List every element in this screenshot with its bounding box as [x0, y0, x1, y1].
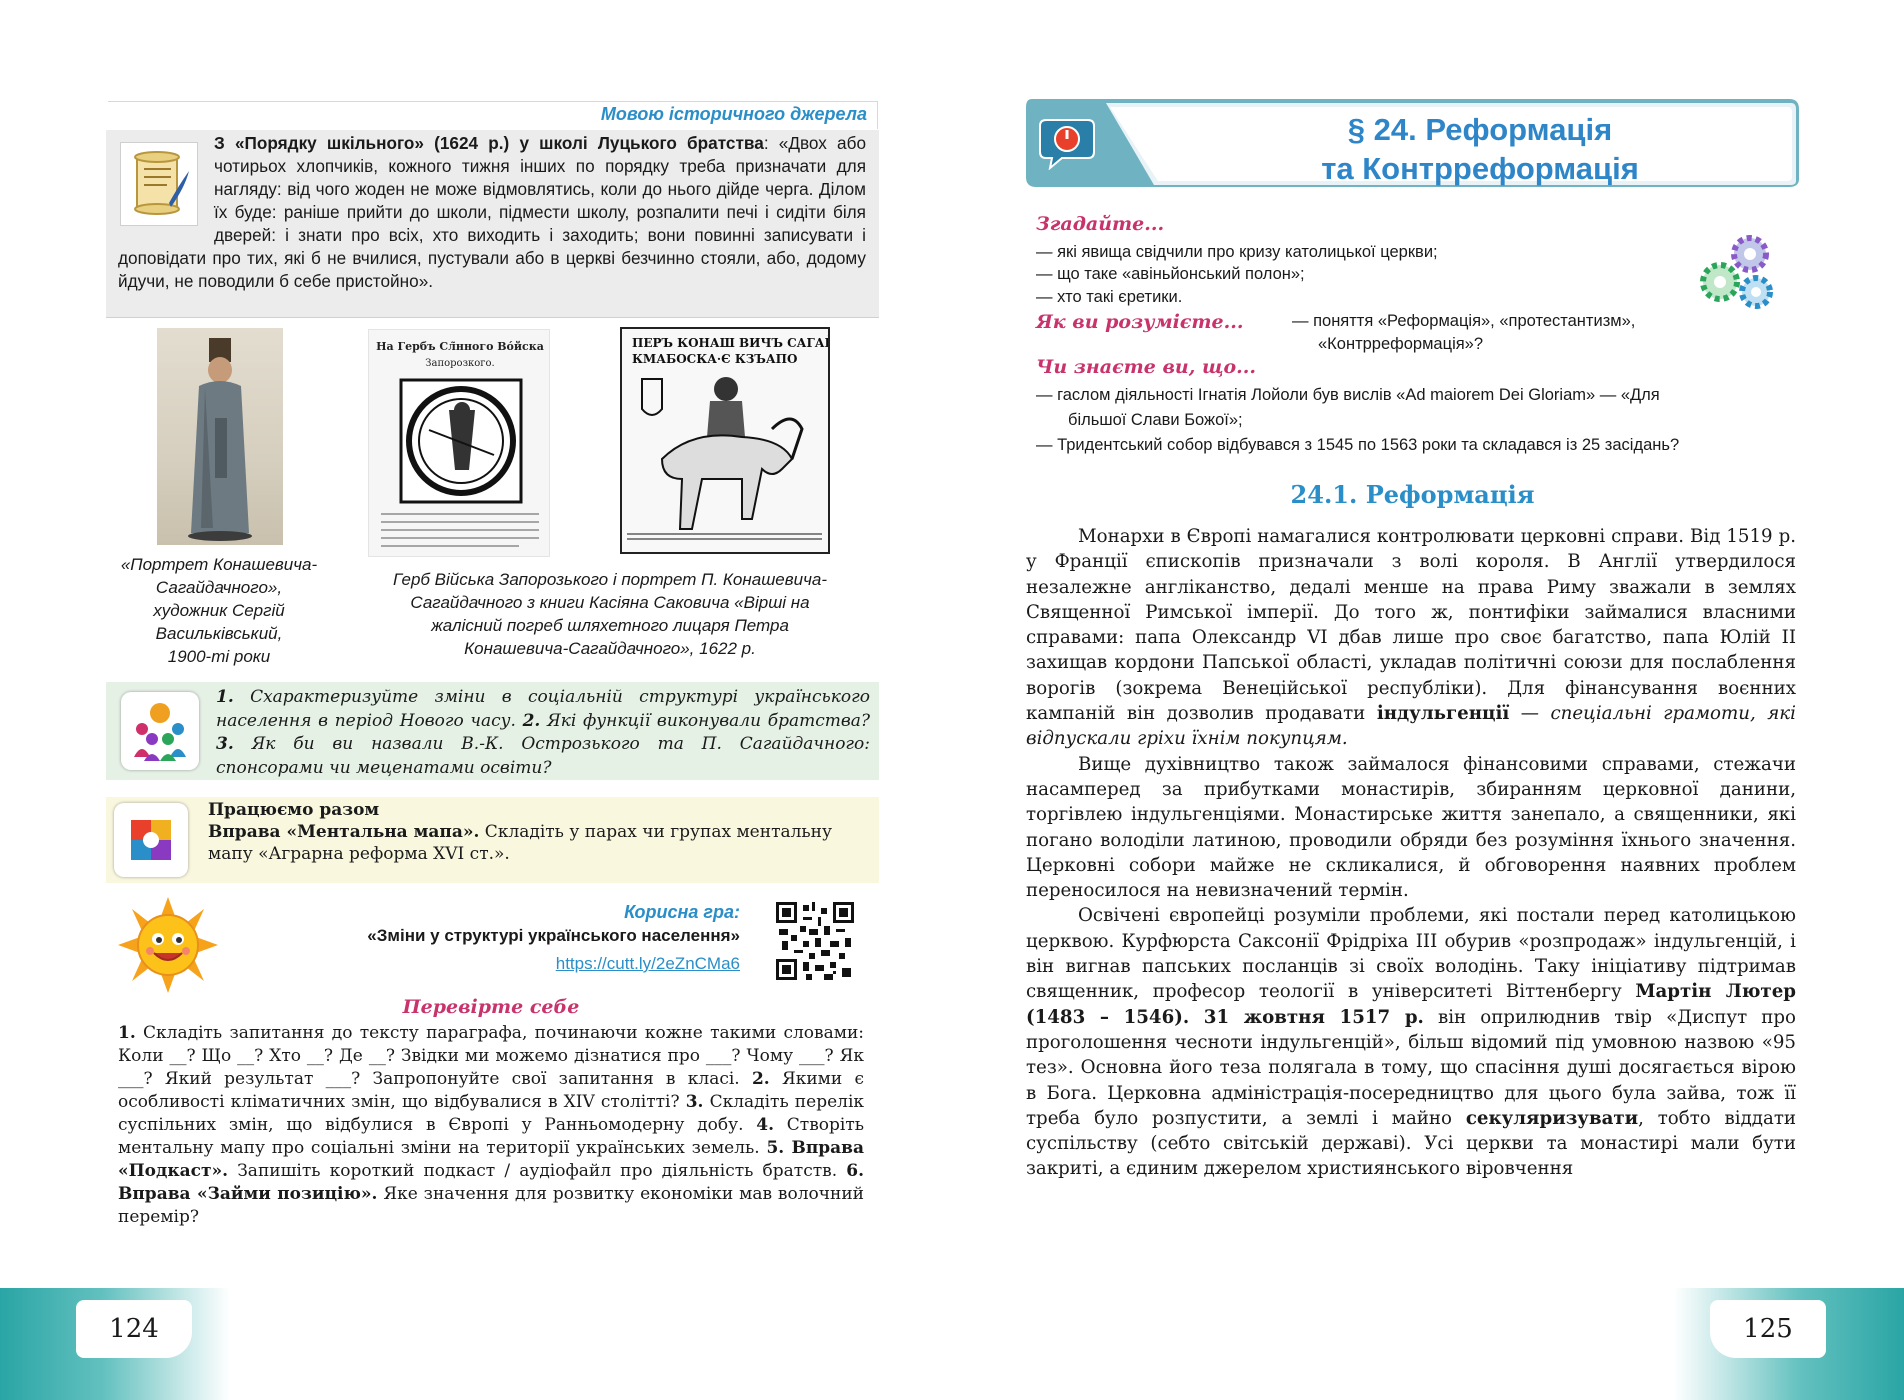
work-together-box [106, 797, 879, 883]
page-number-right: 125 [1710, 1300, 1826, 1358]
term-indulgences: індульгенції [1376, 703, 1510, 725]
section-title: 24.1. Реформація [1290, 480, 1535, 509]
did-you-know-item: більшої Слави Божої»; [1068, 411, 1243, 429]
work-together-title: Працюємо разом [208, 800, 380, 820]
work-together-text: Працюємо разом Вправа «Ментальна мапа». Складіть у парах чи групах ментальну мапу «Аграрна реформа XVI ст.». [208, 800, 832, 864]
chapter-title: § 24. Реформація та Контрреформація [1321, 112, 1639, 186]
portrait-image [157, 328, 283, 545]
check-yourself-text: 1. Складіть запитання до тексту параграфа, починаючи кожне такими словами: Коли __? Що __? Хто __? Де __? Звідки ми можемо дізнатися про ___? Чому ___? Як ___? Який результат ___? Запропонуйте свої запитання в класі. 2. Якими є особливості кліматичних змін, що відбувалися в XIV столітті? 3. Складіть перелік суспільних змін, що відбулися в Європі у Ранньомодерну добу. 4. Створіть ментальну мапу про соціальні зміни на території українських земель. 5. Вправа «Подкаст». Запишіть короткий подкаст / аудіофайл про діяльність братств. 6. Вправа «Займи позицію». Яке значення для розвитку економіки мав волочний перемір? [118, 1023, 864, 1227]
paragraph: Освічені європейці розуміли проблеми, які постали перед католицькою церквою. Курфюрста Саксонії Фрідріха III обурив «розпродаж» індульгенцій, і він вигнав папських посланців зі своїх володінь. Таку ініціативу підтримав священник, професор теології в університеті Віттенбергу Мартін Лютер (1483 – 1546). 31 жовтня 1517 р. він оприлюднив твір «Диспут про проголошення чесноти індульгенцій», більш відомий під умовною назвою «95 тез». Основна його теза полягала в тому, що спасіння душі досягається вірою в Бога. Церковна адміністрація-посередництво для цього була зайва, тож її треба було розпустити, а землі і майно секуляризувати, тобто віддати суспільству (себто світській державі). Усі церкви та монастирі мали бути закриті, а єдиним джерелом християнського віровчення [1026, 905, 1797, 1180]
questions-box [106, 682, 879, 780]
recall-heading: Згадайте... [1036, 213, 1165, 235]
hands-puzzle-icon [114, 803, 188, 877]
coat-of-arms-engraving [368, 329, 550, 557]
section-body [1026, 524, 1796, 1182]
svg-text:На Гербъ Сл̃нного Во́йска: На Гербъ Сл̃нного Во́йска [376, 340, 544, 353]
source-title: З «Порядку шкільного» (1624 р.) у школі Луцького братства [214, 133, 764, 153]
sun-mascot-icon [118, 897, 218, 993]
svg-text:КМАБОСКА·Є КЗЪАПО: КМАБОСКА·Є КЗЪАПО [632, 352, 798, 366]
rider-engraving [620, 327, 830, 554]
recall-item: — які явища свідчили про кризу католицької церкви; [1036, 243, 1438, 261]
paragraph: Монархи в Європі намагалися контролювати церковні справи. Від 1519 р. у Франції єпископів призначали з волі короля. В Англії утвердилося незалежне англіканство, дедалі менше на права Риму зважали в землях Священної Римської імперії. До того ж, понтифіки займалися власними справами: папа Олександр VI дбав лише про своє багатство, папа Юлій II захищав кордони Папської області, укладав політичні союзи для послаблення ворогів (зокрема Венеційської республіки). Для фінансування воєнних кампаній він дозволив продавати індульгенції — спеціальні грамоти, які відпускали гріхи їхнім покупцям. [1026, 526, 1796, 750]
mental-map-label: Вправа «Ментальна мапа». [208, 822, 480, 842]
historical-source-box [106, 130, 879, 318]
coat-of-arms-caption: Герб Війська Запорозького і портрет П. Конашевича- Сагайдачного з книги Касіяна Саковича «Вірші на жалісний погреб шляхетного лицаря Петра Конашевича-Сагайдачного», 1622 р. [392, 570, 828, 658]
did-you-know-heading: Чи знаєте ви, що... [1036, 356, 1257, 378]
useful-game-link[interactable]: https://cutt.ly/2eZnCMa6 [555, 954, 740, 973]
source-text [118, 132, 866, 293]
portrait-caption: «Портрет Конашевича- Сагайдачного», художник Сергій Васильківський, 1900-ті роки [120, 555, 318, 666]
source-header-label: Мовою історичного джерела [600, 104, 867, 124]
source-header [108, 101, 878, 129]
understand-line: «Контрреформація»? [1318, 335, 1484, 353]
gears-icon [1698, 232, 1782, 316]
group-people-icon [121, 692, 199, 770]
useful-game-label: Корисна гра: [624, 902, 740, 922]
recall-item: — що таке «авіньйонський полон»; [1036, 265, 1305, 283]
chapter-icon [1036, 114, 1098, 170]
understand-heading: Як ви розумієте... [1036, 311, 1244, 333]
useful-game-title: «Зміни у структурі українського населення» [367, 926, 740, 945]
svg-text:Запорозкого.: Запорозкого. [425, 358, 495, 369]
check-yourself-heading: Перевірте себе [402, 996, 580, 1018]
qr-code[interactable] [776, 902, 854, 980]
understand-line: — поняття «Реформація», «протестантизм», [1292, 312, 1636, 330]
did-you-know-item: — Тридентський собор відбувався з 1545 по 1563 роки та складався із 25 засідань? [1036, 436, 1680, 454]
recall-item: — хто такі єретики. [1036, 288, 1183, 306]
did-you-know-item: — гаслом діяльності Ігнатія Лойоли був вислів «Ad maiorem Dei Gloriam» — «Для [1036, 386, 1660, 404]
paragraph: Вище духівництво також займалося фінансовими справами, стежачи насамперед за прибутками монастирів, збиранням церковної данини, торгівлею індульгенціями. Монастирське життя занепало, а священники, які погано володіли латиною, проводили обряди без розуміння їхнього значення. Церковні собори майже не скликалися, й обговорення наявних проблем переносилося на невизначений термін. [1026, 753, 1796, 902]
page-number-left: 124 [76, 1300, 192, 1358]
questions-text: 1. Схарактеризуйте зміни в соціальній структурі українського населення в період Нового часу. 2. Які функції виконували братства? 3. Як би ви назвали В.-К. Острозького та П. Сагайдачного: спонсорами чи меценатами освіти? [216, 687, 870, 778]
scroll-quill-icon [120, 142, 198, 226]
source-quote: : «Двох або чотирьох хлопчиків, кожного тижня інших по порядку треба призначати для нагляду: від чого жоден не може відмовлятись, коли до нього дійде черга. Ділом їх буде: раніше прийти до школи, підмести школу, розпалити печі і сидіти біля дверей: і знати про всіх, хто виходить і заходить; вони повинні записувати і доповідати про тих, які б не вчилися, пустували або в церкві безчинно стояли, або, додому йдучи, не поводили б себе пристойно». [118, 133, 866, 291]
svg-text:ПЕРЪ КОНАШ ВИЧЪ САГАЙ: ПЕРЪ КОНАШ ВИЧЪ САГАЙ [632, 336, 828, 350]
